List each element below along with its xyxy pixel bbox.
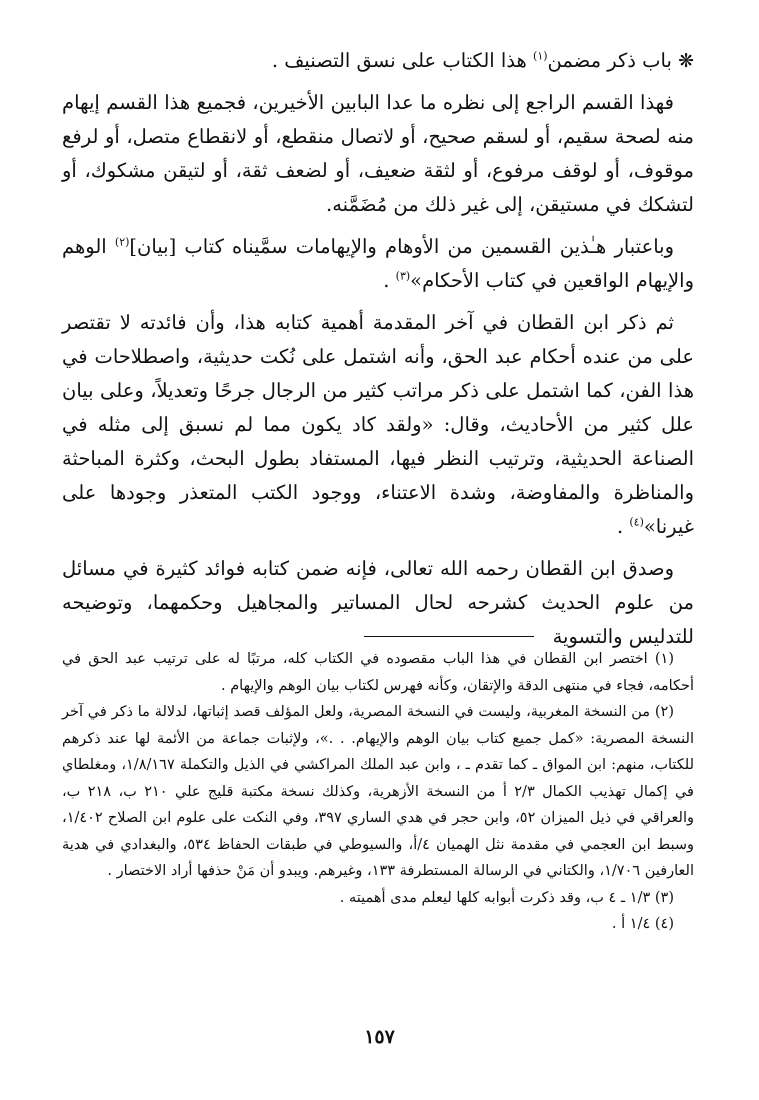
paragraph-2-text-end: .	[383, 269, 396, 292]
footnote-ref-1[interactable]: (١)	[533, 49, 548, 63]
star-ornament-icon: ❋	[678, 50, 694, 72]
footnote-ref-2[interactable]: (٢)	[114, 235, 130, 249]
page-number: ١٥٧	[364, 1026, 395, 1048]
footnote-3: (٣) ١/٣ ـ ٤ ب، وقد ذكرت أبوابه كلها ليعلم مدى أهميته .	[339, 889, 674, 906]
footnotes	[62, 646, 694, 938]
paragraph-2	[62, 230, 694, 298]
footnote-2: (٢) من النسخة المغربية، وليست في النسخة المصرية، ولعل المؤلف قصد إثباتها، لدلالة ما ذكر في آخر النسخة المصرية: «كمل جميع كتاب بيان الوهم والإيهام. . .»، ولإثبات جماعة من الأئمة لها عند ذكرهم للكتاب، منهم: ابن المواق ـ كما تقدم ـ ، وابن عبد الملك المراكشي في الذيل والتكملة ١/٨/١٦٧، ومغلطاي في إكمال تهذيب الكمال ٢/٣ أ من النسخة الأزهرية، وكذلك نسخة مكتبة قليج علي ٢١٠ ب، ٢١٨ ب، والعراقي في ذيل الميزان ٥٢، وابن حجر في هدي الساري ٣٩٧، وفي النكت على علوم ابن الصلاح ١/٤٠٢، وسبط ابن العجمي في مقدمة نثل الهميان ٤/أ، والسيوطي في طبقات الحفاظ ٥٣٤، والبغدادي في هدية العارفين ١/٧٠٦، والكتاني في الرسالة المستطرفة ١٣٣، وغيرهم. ويبدو أن مَنْ حذفها أراد الاختصار .	[62, 704, 695, 879]
paragraph-3	[62, 306, 694, 544]
footnote-ref-3[interactable]: (٣)	[395, 269, 411, 283]
footnote-1: (١) اختصر ابن القطان في هذا الباب مقصوده في الكتاب كله، مرتبًا له على ترتيب عبد الحق في أحكامه، فجاء في منتهى الدقة والإتقان، وكأنه فهرس لكتاب بيان الوهم والإيهام .	[62, 651, 694, 694]
section-heading	[62, 44, 694, 78]
heading-text-rest: هذا الكتاب على نسق التصنيف .	[271, 49, 534, 72]
heading-text: باب ذكر مضمن	[547, 49, 672, 72]
paragraph-2-text: وباعتبار هـٰذين القسمين من الأوهام والإيهامات سمَّيناه كتاب [بيان]	[129, 235, 674, 258]
footnote-ref-4[interactable]: (٤)	[629, 515, 644, 529]
footnote-divider	[364, 636, 534, 637]
footnote-4: (٤) ١/٤ أ .	[611, 916, 674, 932]
paragraph-1: فهذا القسم الراجع إلى نظره ما عدا البابين الأخيرين، فجميع هذا القسم إيهام منه لصحة سقيم، أو لسقم صحيح، أو لاتصال منقطع، أو لانقطاع متصل، أو لرفع موقوف، أو لوقف مرفوع، أو لثقة ضعيف، أو لضعف ثقة، أو لتيقن مشكوك، أو لتشكك في مستيقن، إلى غير ذلك من مُضَمَّنه.	[62, 91, 694, 216]
main-text	[62, 44, 694, 654]
paragraph-3-text-end: .	[616, 515, 630, 538]
paragraph-4: وصدق ابن القطان رحمه الله تعالى، فإنه ضمن كتابه فوائد كثيرة في مسائل من علوم الحديث كشرحه لحال المساتير والمجاهيل وحكمهما، وتوضيحه للتدليس والتسوية	[62, 557, 694, 648]
paragraph-2-text-middle: الوهم والإيهام الواقعين في كتاب الأحكام»	[62, 235, 694, 292]
paragraph-3-text: ثم ذكر ابن القطان في آخر المقدمة أهمية كتابه هذا، وأن فائدته لا تقتصر على من عنده أحكام عبد الحق، وأنه اشتمل على نُكت حديثية، واصطلاحات في هذا الفن، كما اشتمل على ذكر مراتب كثير من الرجال جرحًا وتعديلاً، وعلى بيان علل كثير من الأحاديث، وقال: «ولقد كاد يكون مما لم نسبق إلى مثله في الصناعة الحديثية، وترتيب النظر فيها، المستفاد بطول البحث، وكثرة المباحثة والمناظرة والمفاوضة، وشدة الاعتناء، ووجود الكتب المتعذر وجودها على غيرنا»	[62, 311, 694, 538]
